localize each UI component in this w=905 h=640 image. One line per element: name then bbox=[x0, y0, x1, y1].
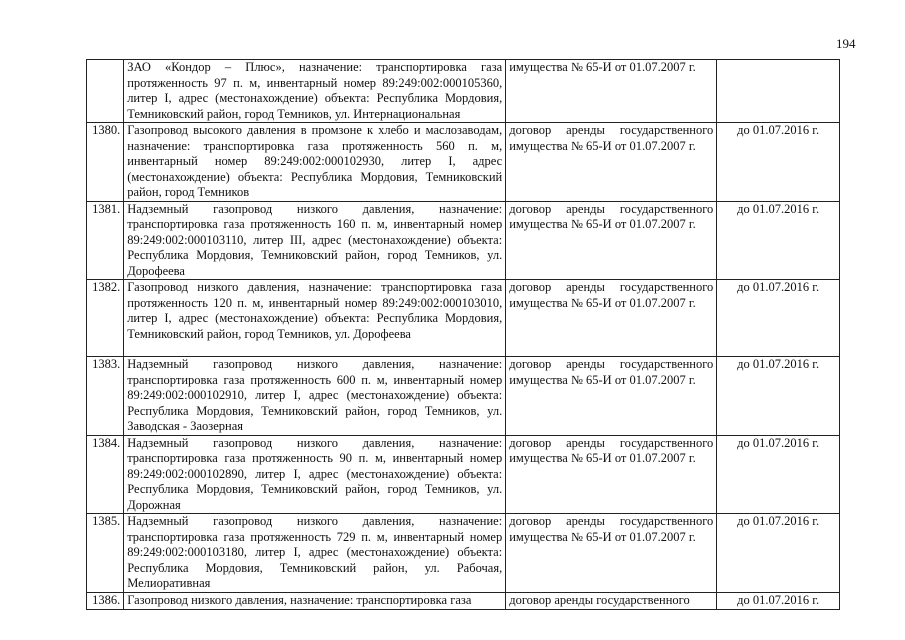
object-description: Надземный газопровод низкого давления, назначение: транспортировка газа протяженность 160 п. м, инвентарный номер 89:249:002:000103110, литер III, адрес (местонахождение) объекта: Республика Мордовия, Темниковский район, город Темников, ул. Дорофеева bbox=[124, 201, 506, 280]
table-row bbox=[87, 435, 840, 514]
table-row bbox=[87, 280, 840, 357]
lease-contract: имущества № 65-И от 01.07.2007 г. bbox=[506, 60, 717, 123]
object-description: Надземный газопровод низкого давления, назначение: транспортировка газа протяженность 729 п. м, инвентарный номер 89:249:002:000103180, литер I, адрес (местонахождение) объекта: Республика Мордовия, Темниковский район, ул. Рабочая, Мелиоративная bbox=[124, 514, 506, 593]
lease-contract: договор аренды государственного имущества № 65-И от 01.07.2007 г. bbox=[506, 514, 717, 593]
lease-term: до 01.07.2016 г. bbox=[717, 123, 840, 202]
row-number: 1380. bbox=[87, 123, 124, 202]
lease-term: до 01.07.2016 г. bbox=[717, 357, 840, 436]
object-description: Надземный газопровод низкого давления, назначение: транспортировка газа протяженность 90 п. м, инвентарный номер 89:249:002:000102890, литер I, адрес (местонахождение) объекта: Республика Мордовия, Темниковский район, город Темников, ул. Дорожная bbox=[124, 435, 506, 514]
lease-contract: договор аренды государственного имущества № 65-И от 01.07.2007 г. bbox=[506, 123, 717, 202]
lease-contract: договор аренды государственного bbox=[506, 592, 717, 609]
property-register-table bbox=[86, 59, 840, 610]
object-description: Газопровод низкого давления, назначение: транспортировка газа протяженность 120 п. м, инвентарный номер 89:249:002:000103010, литер I, адрес (местонахождение) объекта: Республика Мордовия, Темниковский район, город Темников, ул. Дорофеева bbox=[124, 280, 506, 357]
table-row bbox=[87, 123, 840, 202]
object-description: ЗАО «Кондор – Плюс», назначение: транспортировка газа протяженность 97 п. м, инвентарный номер 89:249:002:000105360, литер I, адрес (местонахождение) объекта: Республика Мордовия, Темниковский район, город Темников, ул. Интернациональная bbox=[124, 60, 506, 123]
row-number: 1386. bbox=[87, 592, 124, 609]
lease-term: до 01.07.2016 г. bbox=[717, 201, 840, 280]
table-row bbox=[87, 357, 840, 436]
lease-term: до 01.07.2016 г. bbox=[717, 514, 840, 593]
lease-term: до 01.07.2016 г. bbox=[717, 435, 840, 514]
object-description: Надземный газопровод низкого давления, назначение: транспортировка газа протяженность 600 п. м, инвентарный номер 89:249:002:000102910, литер I, адрес (местонахождение) объекта: Республика Мордовия, Темниковский район, город Темников, ул. Заводская - Заозерная bbox=[124, 357, 506, 436]
row-number: 1383. bbox=[87, 357, 124, 436]
page-number: 194 bbox=[836, 36, 856, 51]
table-row bbox=[87, 60, 840, 123]
table-row bbox=[87, 514, 840, 593]
lease-contract: договор аренды государственного имущества № 65-И от 01.07.2007 г. bbox=[506, 435, 717, 514]
lease-term: до 01.07.2016 г. bbox=[717, 592, 840, 609]
lease-term: до 01.07.2016 г. bbox=[717, 280, 840, 357]
row-number: 1381. bbox=[87, 201, 124, 280]
table-row bbox=[87, 201, 840, 280]
lease-contract: договор аренды государственного имущества № 65-И от 01.07.2007 г. bbox=[506, 280, 717, 357]
row-number: 1385. bbox=[87, 514, 124, 593]
lease-contract: договор аренды государственного имущества № 65-И от 01.07.2007 г. bbox=[506, 201, 717, 280]
lease-contract: договор аренды государственного имущества № 65-И от 01.07.2007 г. bbox=[506, 357, 717, 436]
row-number: 1384. bbox=[87, 435, 124, 514]
object-description: Газопровод низкого давления, назначение: транспортировка газа bbox=[124, 592, 506, 609]
row-number: 1382. bbox=[87, 280, 124, 357]
table-row bbox=[87, 592, 840, 609]
object-description: Газопровод высокого давления в промзоне к хлебо и маслозаводам, назначение: транспортировка газа протяженность 560 п. м, инвентарный номер 89:249:002:000102930, литер I, адрес (местонахождение) объекта: Республика Мордовия, Темниковский район, город Темников bbox=[124, 123, 506, 202]
lease-term bbox=[717, 60, 840, 123]
row-number bbox=[87, 60, 124, 123]
